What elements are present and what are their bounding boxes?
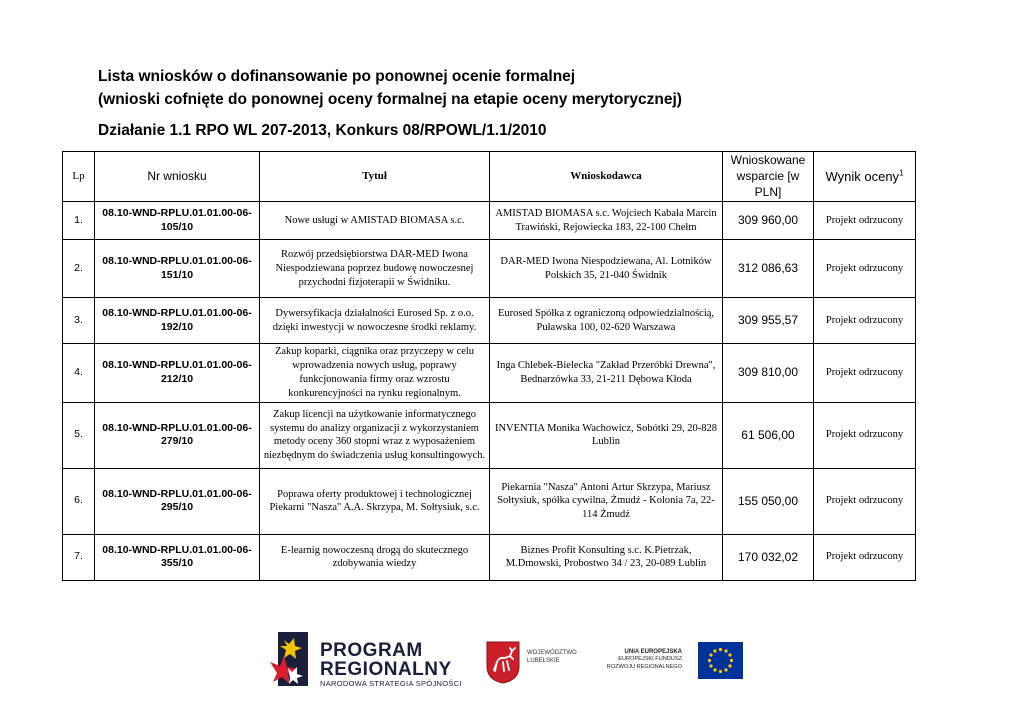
cell-lp: 3. <box>63 298 95 344</box>
cell-nr-wniosku: 08.10-WND-RPLU.01.01.00-06-279/10 <box>95 402 260 468</box>
cell-wynik: Projekt odrzucony <box>814 298 916 344</box>
eu-star-icon <box>728 653 731 656</box>
cell-nr-wniosku: 08.10-WND-RPLU.01.01.00-06-295/10 <box>95 468 260 534</box>
header-nr-wniosku: Nr wniosku <box>95 152 260 202</box>
cell-tytul: Zakup koparki, ciągnika oraz przyczepy w celu wprowadzenia nowych usług, poprawy funkcjonowania firmy oraz wzrostu konkurencyjności na rynku regionalnym. <box>260 344 490 402</box>
wojewodztwo-lubelskie-logo <box>485 640 595 684</box>
eu-star-icon <box>709 664 712 667</box>
cell-kwota: 312 086,63 <box>723 240 814 298</box>
cell-lp: 1. <box>63 202 95 240</box>
header-lp: Lp <box>63 152 95 202</box>
eu-star-icon <box>709 653 712 656</box>
cell-kwota: 155 050,00 <box>723 468 814 534</box>
cell-kwota: 309 810,00 <box>723 344 814 402</box>
eu-star-icon <box>708 659 711 662</box>
cell-nr-wniosku: 08.10-WND-RPLU.01.01.00-06-151/10 <box>95 240 260 298</box>
program-label: PROGRAM <box>320 640 423 661</box>
cell-kwota: 309 955,57 <box>723 298 814 344</box>
program-regionalny-logo <box>270 632 470 690</box>
eu-star-icon <box>713 649 716 652</box>
cell-wynik: Projekt odrzucony <box>814 402 916 468</box>
table-header-row <box>63 152 916 202</box>
nss-label: NARODOWA STRATEGIA SPÓJNOŚCI <box>320 679 462 688</box>
cell-lp: 7. <box>63 534 95 580</box>
cell-tytul: Zakup licencji na użytkowanie informatycznego systemu do analizy organizacji z wykorzystaniem metody oceny 360 stopni wraz z wyposażeniem niezbędnym do świadczenia usług konsultingowych. <box>260 402 490 468</box>
cell-tytul: Rozwój przedsiębiorstwa DAR-MED Iwona Niespodziewana poprzez budowę nowoczesnej przychodni fizjoterapii w Świdniku. <box>260 240 490 298</box>
header-wnioskodawca: Wnioskodawca <box>490 152 723 202</box>
cell-wynik: Projekt odrzucony <box>814 202 916 240</box>
eu-star-icon <box>719 648 722 651</box>
cell-wynik: Projekt odrzucony <box>814 534 916 580</box>
cell-wnioskodawca: Eurosed Spółka z ograniczoną odpowiedzialnością, Puławska 100, 02-620 Warszawa <box>490 298 723 344</box>
table-row <box>63 534 916 580</box>
header-tytul: Tytuł <box>260 152 490 202</box>
cell-nr-wniosku: 08.10-WND-RPLU.01.01.00-06-355/10 <box>95 534 260 580</box>
header-wynik-oceny <box>814 152 916 202</box>
wojewodztwo-text <box>527 650 577 666</box>
eu-star-icon <box>713 668 716 671</box>
cell-wnioskodawca: Biznes Profit Konsulting s.c. K.Pietrzak, M.Dmowski, Probostwo 34 / 23, 20-089 Lublin <box>490 534 723 580</box>
table-row <box>63 402 916 468</box>
applications-table <box>62 151 916 581</box>
header-wnioskowane-wsparcie: Wnioskowane wsparcie [w PLN] <box>723 152 814 202</box>
cell-tytul: Poprawa oferty produktowej i technologicznej Piekarni "Nasza" A.A. Skrzypa, M. Sołtysiuk, s.c. <box>260 468 490 534</box>
cell-tytul: E-learnig nowoczesną drogą do skutecznego zdobywania wiedzy <box>260 534 490 580</box>
eu-star-icon <box>730 659 733 662</box>
eu-star-icon <box>719 670 722 673</box>
table-row <box>63 298 916 344</box>
cell-wnioskodawca: INVENTIA Monika Wachowicz, Sobótki 29, 20-828 Lublin <box>490 402 723 468</box>
efrr-label-2: ROZWOJU REGIONALNEGO <box>606 663 682 670</box>
eu-logo <box>598 642 748 682</box>
footnote-marker: 1 <box>899 168 904 178</box>
cell-lp: 4. <box>63 344 95 402</box>
cell-nr-wniosku: 08.10-WND-RPLU.01.01.00-06-105/10 <box>95 202 260 240</box>
document-title: Lista wniosków o dofinansowanie po ponownej ocenie formalnej <box>98 68 576 85</box>
cell-lp: 6. <box>63 468 95 534</box>
header-wynik-label: Wynik oceny <box>825 169 900 185</box>
regionalny-label: REGIONALNY <box>320 659 452 680</box>
eu-star-icon <box>724 668 727 671</box>
cell-wynik: Projekt odrzucony <box>814 344 916 402</box>
cell-kwota: 170 032,02 <box>723 534 814 580</box>
cell-wynik: Projekt odrzucony <box>814 468 916 534</box>
eu-star-icon <box>724 649 727 652</box>
action-competition-title: Działanie 1.1 RPO WL 207-2013, Konkurs 08/RPOWL/1.1/2010 <box>98 122 547 139</box>
program-regionalny-icon <box>270 632 310 688</box>
table-row <box>63 240 916 298</box>
table-row <box>63 468 916 534</box>
lublin-deer-emblem-icon <box>485 640 521 684</box>
eu-star-icon <box>728 664 731 667</box>
cell-wnioskodawca: DAR-MED Iwona Niespodziewana, Al. Lotników Polskich 35, 21-040 Świdnik <box>490 240 723 298</box>
cell-nr-wniosku: 08.10-WND-RPLU.01.01.00-06-212/10 <box>95 344 260 402</box>
table-row <box>63 202 916 240</box>
lubelskie-label: LUBELSKIE <box>527 657 560 664</box>
wojewodztwo-label: WOJEWÓDZTWO <box>527 650 577 656</box>
cell-wnioskodawca: Inga Chlebek-Bielecka "Zakład Przeróbki Drewna", Bednarzówka 33, 21-211 Dębowa Kłoda <box>490 344 723 402</box>
cell-tytul: Dywersyfikacja działalności Eurosed Sp. z o.o. dzięki inwestycji w nowoczesne środki reklamy. <box>260 298 490 344</box>
efrr-label-1: EUROPEJSKI FUNDUSZ <box>618 656 682 663</box>
eu-text <box>598 648 682 671</box>
cell-nr-wniosku: 08.10-WND-RPLU.01.01.00-06-192/10 <box>95 298 260 344</box>
eu-flag-icon <box>698 642 743 679</box>
table-row <box>63 344 916 402</box>
cell-lp: 2. <box>63 240 95 298</box>
document-subtitle: (wnioski cofnięte do ponownej oceny formalnej na etapie oceny merytorycznej) <box>98 91 682 108</box>
cell-kwota: 309 960,00 <box>723 202 814 240</box>
ue-label: UNIA EUROPEJSKA <box>624 649 682 655</box>
cell-wnioskodawca: Piekarnia "Nasza" Antoni Artur Skrzypa, Mariusz Sołtysiuk, spółka cywilna, Żmudź - Kolonia 7a, 22-114 Żmudź <box>490 468 723 534</box>
cell-wnioskodawca: AMISTAD BIOMASA s.c. Wojciech Kabała Marcin Trawiński, Rejowiecka 183, 22-100 Chełm <box>490 202 723 240</box>
cell-wynik: Projekt odrzucony <box>814 240 916 298</box>
cell-lp: 5. <box>63 402 95 468</box>
cell-tytul: Nowe usługi w AMISTAD BIOMASA s.c. <box>260 202 490 240</box>
cell-kwota: 61 506,00 <box>723 402 814 468</box>
